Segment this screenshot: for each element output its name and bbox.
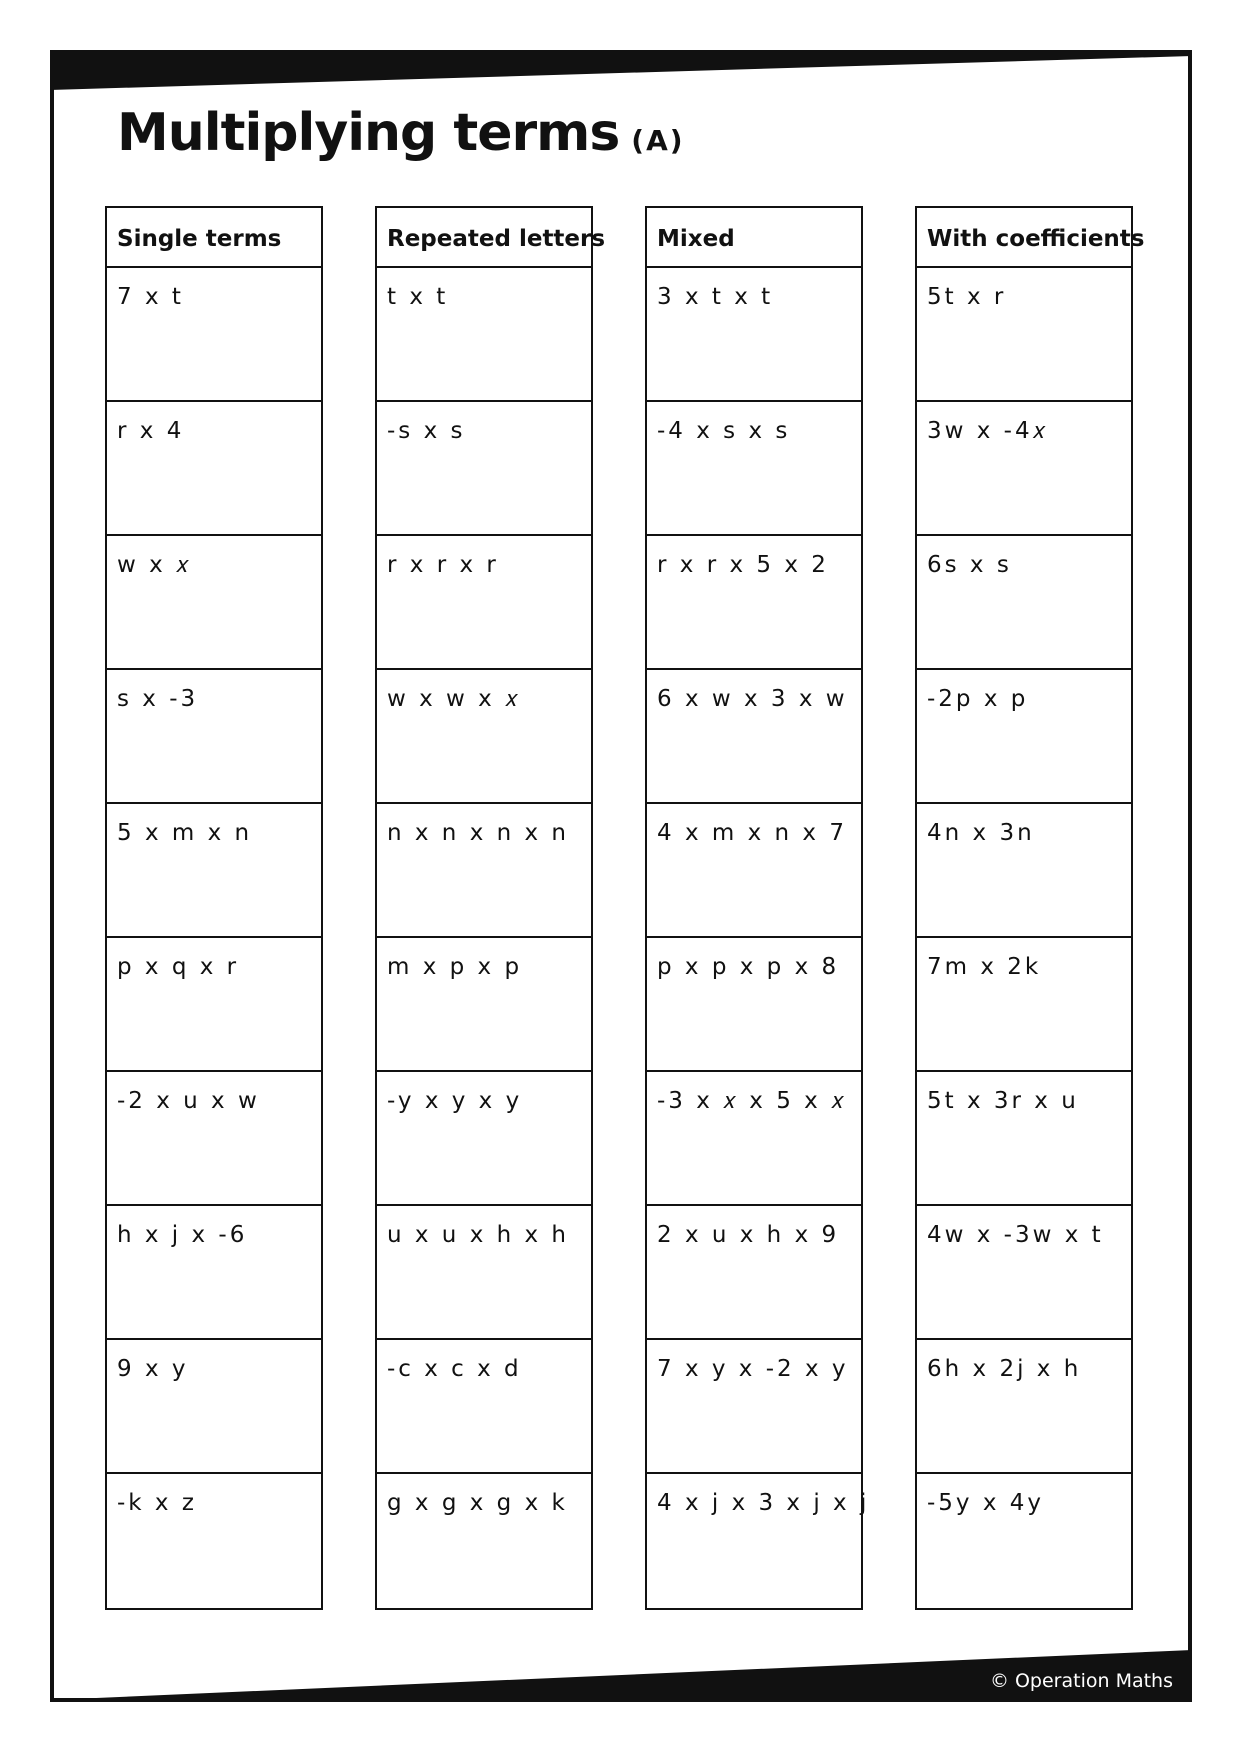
exercise-cell: 5t x r: [917, 268, 1131, 402]
exercise-cell: r x r x 5 x 2: [647, 536, 861, 670]
top-decorative-band: [50, 50, 1192, 100]
title-suffix: (A): [631, 124, 685, 157]
exercise-cell: 4n x 3n: [917, 804, 1131, 938]
title-main: Multiplying terms: [117, 103, 620, 163]
exercise-cell: -5y x 4y: [927, 1490, 1045, 1516]
exercise-cell: 4w x -3w x t: [917, 1206, 1131, 1340]
column-header: Mixed: [647, 208, 861, 268]
exercise-cell: 4 x m x n x 7: [647, 804, 861, 938]
column-mixed: [645, 206, 870, 1610]
exercise-cell: 7m x 2k: [917, 938, 1131, 1072]
exercise-cell: -y x y x y: [377, 1072, 591, 1206]
exercise-cell: n x n x n x n: [377, 804, 591, 938]
exercise-cell: -s x s: [377, 402, 591, 536]
exercise-cell: 2 x u x h x 9: [647, 1206, 861, 1340]
copyright-footer: © Operation Maths: [989, 1670, 1173, 1692]
exercise-cell: r x 4: [107, 402, 321, 536]
column-header: Single terms: [107, 208, 321, 268]
exercise-cell: 6s x s: [917, 536, 1131, 670]
exercise-cell: 7 x t: [107, 268, 321, 402]
column-header: With coefficients: [917, 208, 1131, 268]
exercise-cell: 3 x t x t: [647, 268, 861, 402]
exercise-cell: p x q x r: [107, 938, 321, 1072]
column-single-terms: [105, 206, 323, 1610]
exercise-cell: s x -3: [107, 670, 321, 804]
exercise-cell: u x u x h x h: [377, 1206, 591, 1340]
exercise-cell: t x t: [377, 268, 591, 402]
exercise-cell: 9 x y: [107, 1340, 321, 1474]
exercise-cell: g x g x g x k: [387, 1490, 568, 1516]
exercise-cell: p x p x p x 8: [647, 938, 861, 1072]
exercise-cell: m x p x p: [377, 938, 591, 1072]
exercise-cell: -3 x 𝑥 x 5 x 𝑥: [647, 1072, 861, 1206]
exercise-cell: -c x c x d: [377, 1340, 591, 1474]
exercise-cell: -2p x p: [917, 670, 1131, 804]
exercise-cell: 3w x -4𝑥: [917, 402, 1131, 536]
exercise-cell: 7 x y x -2 x y: [647, 1340, 861, 1474]
exercise-cell: 6 x w x 3 x w: [647, 670, 861, 804]
exercise-cell: 4 x j x 3 x j x j: [657, 1490, 870, 1516]
column-with-coefficients: [915, 206, 1145, 1610]
exercise-cell: 5 x m x n: [107, 804, 321, 938]
page-title: [117, 103, 685, 163]
exercise-cell: w x w x 𝑥: [377, 670, 591, 804]
exercise-cell: h x j x -6: [107, 1206, 321, 1340]
exercise-cell: 5t x 3r x u: [917, 1072, 1131, 1206]
exercise-cell: 6h x 2j x h: [917, 1340, 1131, 1474]
exercise-cell: -2 x u x w: [107, 1072, 321, 1206]
exercise-cell: -k x z: [117, 1490, 197, 1516]
exercise-cell: r x r x r: [377, 536, 591, 670]
column-header: Repeated letters: [377, 208, 591, 268]
exercise-cell: w x 𝑥: [107, 536, 321, 670]
exercise-cell: -4 x s x s: [647, 402, 861, 536]
column-repeated-letters: [375, 206, 606, 1610]
